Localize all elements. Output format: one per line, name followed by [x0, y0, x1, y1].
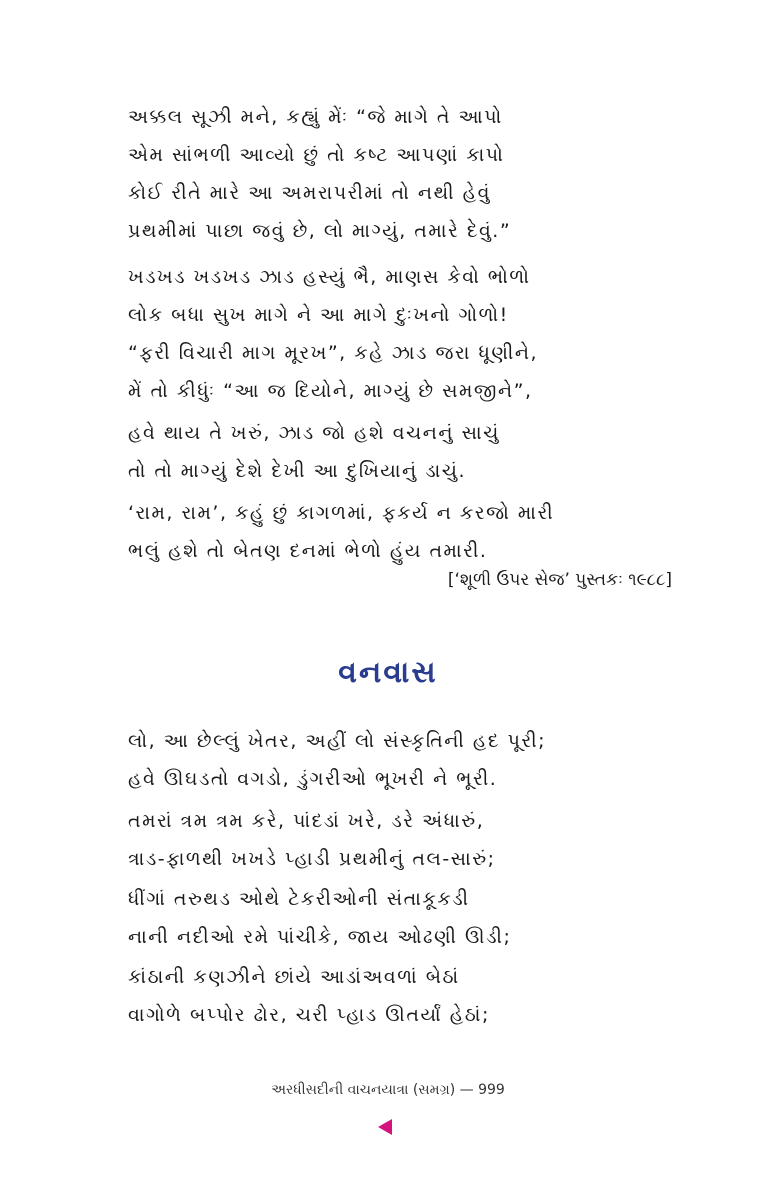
triangle-left-icon[interactable]: [378, 1119, 392, 1135]
poem-line: ત્રાડ-ફાળથી ખખડે પ્હાડી પ્રથમીનું તલ-સારું;: [128, 848, 496, 870]
poem-line: લો, આ છેલ્લું ખેતર, અહીં લો સંસ્કૃતિની હદ પૂરી;: [128, 730, 547, 752]
poem-line: અક્કલ સૂઝી મને, કહ્યું મેંઃ “જે માગે તે આપો: [128, 106, 503, 128]
poem-line: નાની નદીઓ રમે પાંચીકે, જાય ઓઢણી ઊડી;: [128, 926, 512, 948]
poem-line: ધીંગાં તરુથડ ઓથે ટેકરીઓની સંતાકૂકડી: [128, 888, 470, 910]
stanza: [128, 880, 688, 956]
poem-line: વાગોળે બપ્પોર ઢોર, ચરી પ્હાડ ઊતર્યાં હેઠાં;: [128, 1004, 490, 1026]
poem-line: કોઈ રીતે મારે આ અમરાપરીમાં તો નથી હેવું: [128, 182, 491, 204]
poem-line: મેં તો કીધુંઃ “આ જ દિયોને, માગ્યું છે સમજીને”,: [128, 380, 533, 402]
poem-line: એમ સાંભળી આવ્યો છું તો કષ્ટ આપણાં કાપો: [128, 144, 505, 166]
poem-line: તો તો માગ્યું દેશે દેખી આ દુખિયાનું ડાચું.: [128, 460, 467, 482]
stanza: [128, 414, 688, 490]
source-citation: [‘શૂળી ઉપર સેજ’ પુસ્તકઃ ૧૯૮૮]: [447, 570, 672, 590]
stanza: [128, 958, 688, 1034]
poem-line: તમરાં ત્રમ ત્રમ કરે, પાંદડાં ખરે, ડરે અંધારું,: [128, 810, 485, 832]
poem-line: “ફરી વિચારી માગ મૂરખ”, કહે ઝાડ જરા ધૂણીને,: [128, 342, 539, 364]
stanza: [128, 174, 688, 250]
stanza: [128, 334, 688, 410]
poem-line: ખડખડ ખડખડ ઝાડ હસ્યું ભૈ, માણસ કેવો ભોળો: [128, 266, 531, 288]
poem-line: ભલું હશે તો બેતણ દનમાં ભેળો હુંય તમારી.: [128, 540, 488, 562]
poem-line: હવે ઊઘડતો વગડો, ડુંગરીઓ ભૂખરી ને ભૂરી.: [128, 768, 498, 790]
stanza: [128, 258, 688, 334]
stanza: [128, 802, 688, 878]
poem-line: પ્રથમીમાં પાછા જવું છે, લો માગ્યું, તમારે દેવું.”: [128, 220, 512, 242]
poem-line: હવે થાય તે ખરું, ઝાડ જો હશે વચનનું સાચું: [128, 422, 500, 444]
poem-title: વનવાસ: [338, 655, 438, 690]
poem-line: ‘રામ, રામ’, કહું છું કાગળમાં, ફકર્ય ન કરજો મારી: [128, 502, 555, 524]
poem-line: કાંઠાની કણઝીને છાંયે આડાંઅવળાં બેઠાં: [128, 966, 460, 988]
page-footer: અરધીસદીની વાચનયાત્રા (સમગ્ર) — 999: [271, 1082, 505, 1098]
poem-line: લોક બધા સુખ માગે ને આ માગે દુઃખનો ગોળો!: [128, 304, 509, 326]
stanza: [128, 98, 688, 174]
stanza: [128, 722, 688, 798]
stanza: [128, 494, 688, 570]
